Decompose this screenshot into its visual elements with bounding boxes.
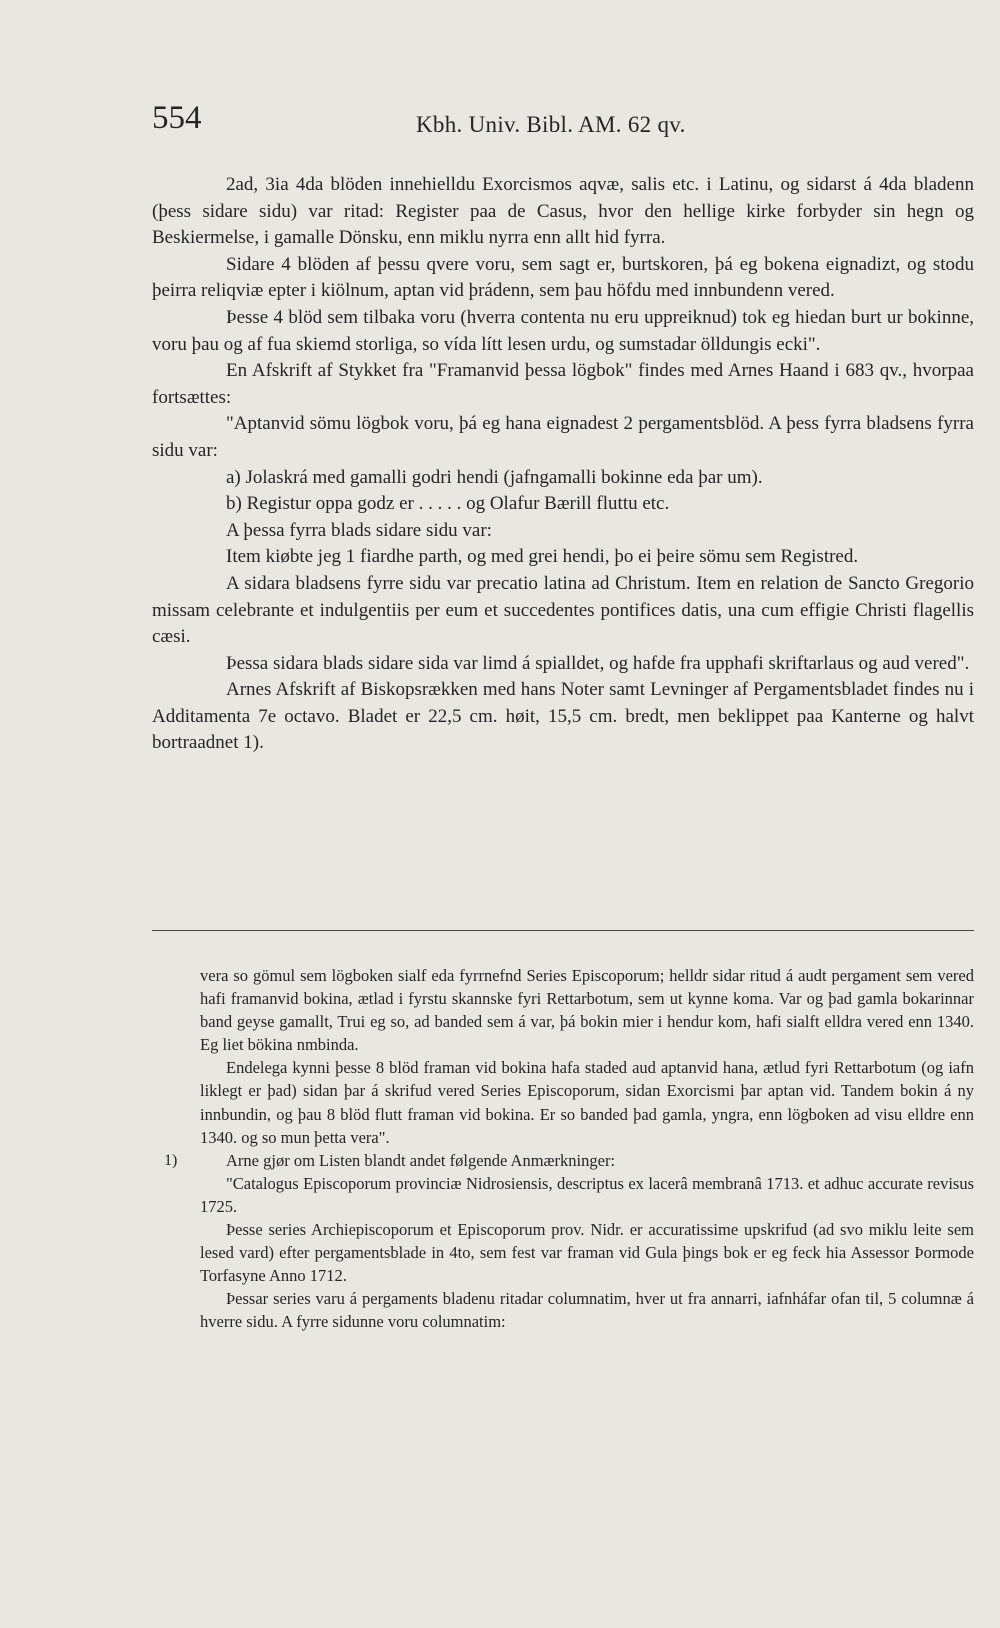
paragraph: Þessa sidara blads sidare sida var limd á spialldet, og hafde fra upphafi skriftarlaus og aud vered".: [226, 652, 970, 674]
footnote-paragraph: Arne gjør om Listen blandt andet følgende Anmærkninger:: [226, 1150, 616, 1170]
paragraph: A þessa fyrra blads sidare sidu var:: [226, 519, 492, 541]
list-item: b) Registur oppa godz er . . . . . og Olafur Bærill fluttu etc.: [226, 493, 670, 515]
footnote-paragraph: Þessar series varu á pergaments bladenu ritadar columnatim, hver ut fra annarri, iafnháfar ofan til, 5 columnæ á hverre sidu. A fyrre sidunne voru columnatim:: [200, 1289, 974, 1332]
footnote-marker: 1): [164, 1151, 178, 1169]
paragraph: "Aptanvid sömu lögbok voru, þá eg hana eignadest 2 pergamentsblöd. A þess fyrra bladsens fyrra sidu var:: [152, 413, 974, 461]
footnote-paragraph: Endelega kynni þesse 8 blöd framan vid bokina hafa staded aud aptanvid hana, ætlud fyri Rettarbotum (og iafn liklegt er þad) sidan þar á skrifud vered Series Episcoporum, sidan Exorcismi þar aptan vid. Tandem bokin á ny innbundin, og þau 8 blöd flutt framan vid bokina. Er so banded þad gamla, yngra, enn lögboken ad visu elldre enn 1340. og so mun þetta vera".: [200, 1058, 974, 1147]
paragraph: En Afskrift af Stykket fra "Framanvid þessa lögbok" findes med Arnes Haand i 683 qv., hvorpaa fortsættes:: [152, 360, 974, 408]
paragraph: Sidare 4 blöden af þessu qvere voru, sem sagt er, burtskoren, þá eg bokena eignadizt, og stodu þeirra reliqviæ epter i kiölnum, aptan vid þrádenn, sem þau höfdu med innbundenn vered.: [152, 253, 974, 302]
footnote-paragraph: Þesse series Archiepiscoporum et Episcoporum prov. Nidr. er accuratissime upskrifud (ad svo miklu leite sem lesed vard) efter pergamentsblade in 4to, sem fest var framan vid Gula þings bok er eg feck hia Assessor Þormode Torfasyne Anno 1712.: [200, 1220, 974, 1286]
paragraph: Arnes Afskrift af Biskopsrækken med hans Noter samt Levninger af Pergamentsbladet findes nu i Additamenta 7e octavo. Bladet er 22,5 cm. høit, 15,5 cm. bredt, men beklippet paa Kanterne og halvt bortraadnet 1).: [152, 679, 974, 754]
paragraph: Þesse 4 blöd sem tilbaka voru (hverra contenta nu eru uppreiknud) tok eg hiedan burt ur bokinne, voru þau og af fua skiemd storliga, so vída lítt lesen urdu, og sumstadar ölldungis ecki".: [152, 306, 974, 355]
paragraph: 2ad, 3ia 4da blöden innehielldu Exorcismos aqvæ, salis etc. i Latinu, og sidarst á 4da bladenn (þess sidare sidu) var ritad: Register paa de Casus, hvor den hellige kirke forbyder sin hegn og Beskiermelse, i gamalle Dönsku, enn miklu nyrra enn allt hid fyrra.: [152, 174, 974, 249]
page-number: 554: [152, 100, 202, 136]
page-header: [152, 100, 972, 140]
footnote-continuation: vera so gömul sem lögboken sialf eda fyrrnefnd Series Episcoporum; helldr sidar ritud á audt pergament sem vered hafi framanvid bokina, ætlad i fyrstu skannske fyri Rettarbotum, sem ut kynne koma. Var og þad gamla bokarinnar band geyse gamallt, Trui eg so, ad banded sem á var, þá bokin mier i hendur kom, hafi sialft elldra vered enn 1340. Eg liet bökina nmbinda.: [200, 966, 974, 1055]
footnote-quote: "Catalogus Episcoporum provinciæ Nidrosiensis, descriptus ex lacerâ membranâ 1713. et adhuc accurate revisus 1725.: [200, 1173, 974, 1216]
running-title: Kbh. Univ. Bibl. AM. 62 qv.: [416, 112, 686, 137]
list-item: a) Jolaskrá med gamalli godri hendi (jafngamalli bokinne eda þar um).: [226, 466, 763, 488]
paragraph: Item kiøbte jeg 1 fiardhe parth, og med grei hendi, þo ei þeire sömu sem Registred.: [226, 546, 859, 568]
main-text: [152, 172, 974, 757]
paragraph: A sidara bladsens fyrre sidu var precatio latina ad Christum. Item en relation de Sancto Gregorio missam celebrante et indulgentiis per eum et succedentes pontifices datis, una cum effigie Christi flagellis cæsi.: [152, 572, 974, 648]
footnote-divider: [152, 930, 974, 931]
footnotes: [164, 964, 974, 1334]
